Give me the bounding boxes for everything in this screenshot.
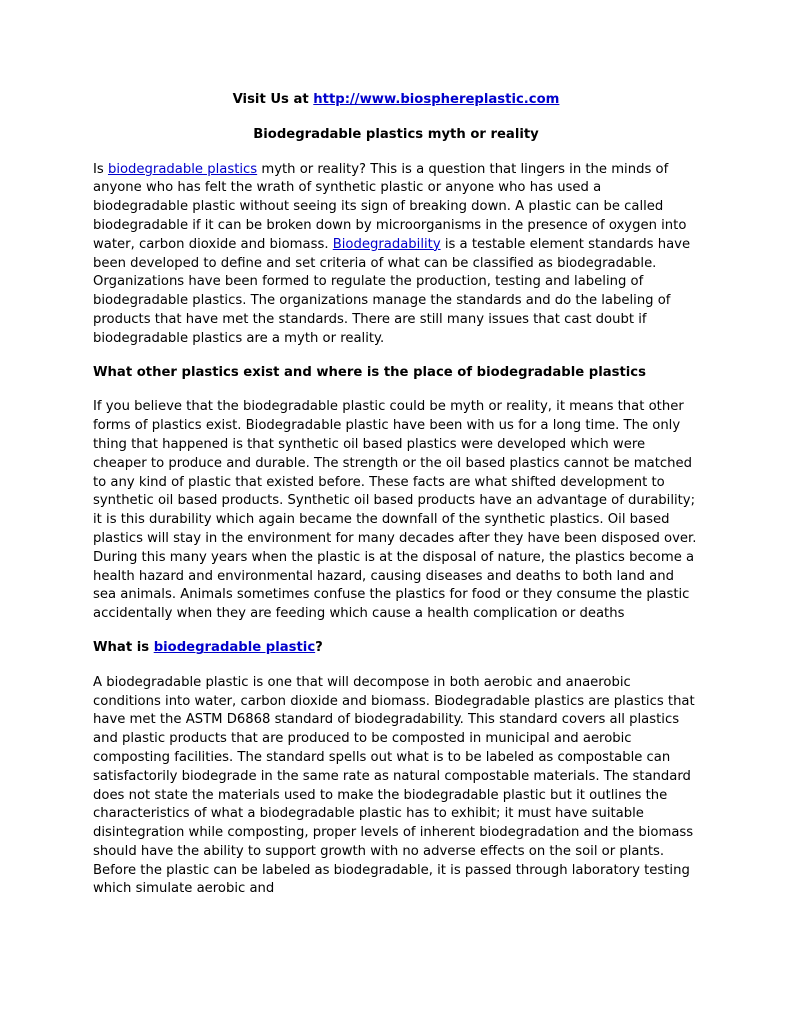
- document-title: Biodegradable plastics myth or reality: [253, 126, 539, 142]
- biodegradability-link[interactable]: Biodegradability: [332, 236, 441, 252]
- biodegradable-plastic-heading-link[interactable]: biodegradable plastic: [153, 640, 316, 656]
- intro-text-3: is a testable element standards have been developed to define and set criteria of what can be classified as biodegradable. Organizations have been formed to regulate the production, testing and labeling of biodegradable plastics. The organizations manage the standards and do the labeling of products that have met the standards. There are still many issues that cast doubt if biodegradable plastics are a myth or reality.: [93, 236, 691, 346]
- biodegradable-plastics-link[interactable]: biodegradable plastics: [107, 161, 258, 177]
- website-link[interactable]: http://www.biosphereplastic.com: [313, 92, 560, 107]
- section1-paragraph: If you believe that the biodegradable plastic could be myth or reality, it means that other forms of plastics exist. Biodegradable plastic have been with us for a long time. The only thing that happened is that synthetic oil based plastics were developed which were cheaper to produce and durable. The strength or the oil based plastics cannot be matched to any kind of plastic that existed before. These facts are what shifted development to synthetic oil based products. Synthetic oil based products have an advantage of durability; it is this durability which again became the downfall of the synthetic plastics. Oil based plastics will stay in the environment for many decades after they have been disposed over. During this many years when the plastic is at the disposal of nature, the plastics become a health hazard and environmental hazard, causing diseases and deaths to both land and sea animals. Animals sometimes confuse the plastics for food or they consume the plastic accidentally when they are feeding which cause a health complication or deaths: [93, 399, 697, 622]
- visit-prefix: Visit Us at: [232, 92, 314, 107]
- section2-heading-prefix: What is: [93, 640, 154, 656]
- section2-heading-suffix: ?: [315, 640, 323, 656]
- section2-paragraph: A biodegradable plastic is one that will decompose in both aerobic and anaerobic conditions into water, carbon dioxide and biomass. Biodegradable plastics are plastics that have met the ASTM D6868 standard of biodegradability. This standard covers all plastics and plastic products that are produced to be composted in municipal and aerobic composting facilities. The standard spells out what is to be labeled as compostable can satisfactorily biodegrade in the same rate as natural compostable materials. The standard does not state the materials used to make the biodegradable plastic but it outlines the characteristics of what a biodegradable plastic has to exhibit; it must have suitable disintegration while composting, proper levels of inherent biodegradation and the biomass should have the ability to support growth with no adverse effects on the soil or plants. Before the plastic can be labeled as biodegradable, it is passed through laboratory testing which simulate aerobic and: [93, 674, 695, 897]
- document-page: [93, 91, 699, 915]
- intro-paragraph: [93, 161, 699, 349]
- section1-heading: What other plastics exist and where is the place of biodegradable plastics: [93, 365, 646, 381]
- section2-heading: [93, 639, 699, 658]
- visit-us-line: [93, 91, 699, 110]
- intro-text-1: Is: [93, 161, 108, 177]
- intro-text-2: myth or reality? This is a question that lingers in the minds of anyone who has felt the wrath of synthetic plastic or anyone who has used a biodegradable plastic without seeing its sign of breaking down. A plastic can be called biodegradable if it can be broken down by microorganisms in the presence of oxygen into water, carbon dioxide and biomass.: [93, 161, 687, 252]
